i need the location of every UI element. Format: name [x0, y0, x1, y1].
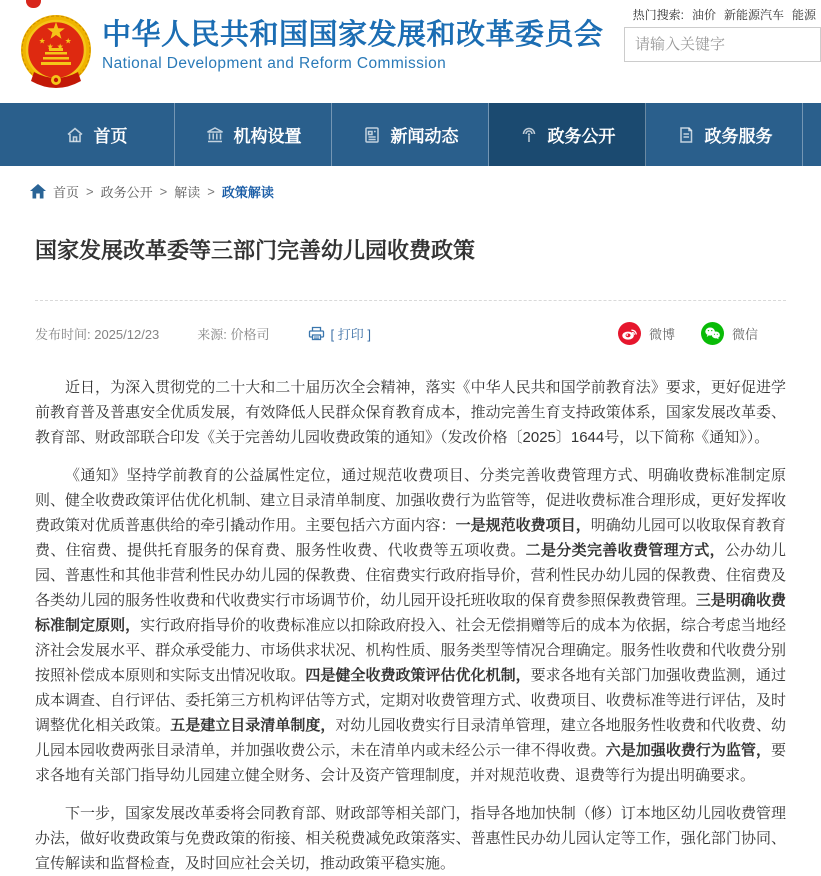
article-paragraph: 下一步，国家发展改革委将会同教育部、财政部等相关部门，指导各地加快制（修）订本地区幼儿园收费管理办法，做好收费政策与免费政策的衔接、相关税费减免政策落实、普惠性民办幼儿园认定等工作，强化部门协同、宣传解读和监督检查，及时回应社会关切，推动政策平稳实施。 — [35, 805, 786, 872]
nav-item-gov-disclosure[interactable] — [489, 103, 646, 166]
site-header — [0, 0, 821, 103]
home-icon — [65, 125, 85, 145]
breadcrumb-item-policy-interpretation: 政策解读 — [221, 185, 274, 200]
news-icon — [362, 125, 382, 145]
breadcrumb-separator: > — [86, 184, 94, 199]
print-label: [ 打印 ] — [330, 327, 371, 342]
print-button[interactable] — [308, 324, 371, 343]
nav-item-label: 政务服务 — [704, 127, 773, 146]
title-divider — [35, 300, 786, 301]
site-title-en: National Development and Reform Commission — [102, 55, 447, 72]
article — [0, 236, 821, 876]
article-meta — [35, 322, 786, 345]
hot-search-label: 热门搜索: — [632, 8, 684, 22]
main-navigation — [0, 103, 821, 166]
hot-search-link-nev[interactable]: 新能源汽车 — [723, 8, 784, 22]
publish-time: 发布时间: 2025/12/23 — [35, 327, 160, 342]
article-paragraph: 近日，为深入贯彻党的二十大和二十届历次全会精神，落实《中华人民共和国学前教育法》要求，更好促进学前教育普及普惠安全优质发展，有效降低人民群众保育教育成本，推动完善生育支持政策体系，国家发展改革委、教育部、财政部联合印发《关于完善幼儿园收费政策的通知》（发改价格〔2025〕1644号，以下简称《通知》）。 — [35, 379, 786, 446]
printer-icon — [308, 326, 325, 341]
share-wechat-button[interactable] — [701, 322, 758, 345]
nav-item-home[interactable] — [18, 103, 175, 166]
article-title: 国家发展改革委等三部门完善幼儿园收费政策 — [35, 238, 476, 263]
breadcrumb-item-interpretation[interactable]: 解读 — [174, 185, 201, 200]
banner-decoration-fragment — [26, 0, 41, 8]
nav-item-label: 首页 — [93, 127, 128, 146]
hot-search-link-energy[interactable]: 能源 — [791, 8, 816, 22]
nav-item-gov-services[interactable] — [646, 103, 803, 166]
weibo-icon — [618, 322, 641, 345]
search-input[interactable] — [625, 28, 820, 61]
breadcrumb-separator: > — [207, 184, 215, 199]
nav-item-institutions[interactable] — [175, 103, 332, 166]
hot-search-link-oil[interactable]: 油价 — [691, 8, 716, 22]
nav-item-label: 政务公开 — [547, 127, 616, 146]
breadcrumb-separator: > — [159, 184, 168, 199]
wechat-icon — [701, 322, 724, 345]
share-wechat-label: 微信 — [731, 327, 758, 342]
institution-icon — [205, 125, 225, 145]
share-weibo-label: 微博 — [648, 327, 675, 342]
nav-item-label: 新闻动态 — [390, 127, 459, 146]
nav-item-news[interactable] — [332, 103, 489, 166]
breadcrumb-home-icon — [30, 184, 46, 199]
share-weibo-button[interactable] — [618, 322, 675, 345]
document-icon — [676, 125, 696, 145]
nav-item-label: 机构设置 — [233, 127, 302, 146]
site-title-cn: 中华人民共和国国家发展和改革委员会 — [102, 19, 604, 51]
hot-search-bar — [633, 6, 816, 23]
national-emblem-logo — [18, 10, 94, 94]
breadcrumb-item-home[interactable]: 首页 — [53, 185, 80, 200]
broadcast-icon — [519, 125, 539, 145]
breadcrumb-item-disclosure[interactable]: 政务公开 — [100, 185, 153, 200]
search-box — [624, 27, 821, 62]
site-title — [102, 18, 604, 73]
article-source: 来源: 价格司 — [197, 327, 270, 342]
share-bar — [618, 322, 758, 345]
breadcrumb — [0, 166, 821, 210]
article-paragraph: 《通知》坚持学前教育的公益属性定位，通过规范收费项目、分类完善收费管理方式、明确收费标准制定原则、健全收费政策评估优化机制、建立目录清单制度、加强收费行为监管等，促进收费标准合理形成，更好发挥收费政策对优质普惠供给的牵引撬动作用。主要包括六方面内容：一是规范收费项目，明确幼儿园可以收取保育教育费、住宿费、提供托育服务的保育费、服务性收费、代收费等五项收费。二是分类完善收费管理方式，公办幼儿园、普惠性和其他非营利性民办幼儿园的保教费、住宿费实行政府指导价，营利性民办幼儿园的保教费、住宿费及各类幼儿园的服务性收费和代收费实行市场调节价，幼儿园开设托班收取的保育费参照保教费管理。三是明确收费标准制定原则，实行政府指导价的收费标准应以扣除政府投入、社会无偿捐赠等后的成本为依据，综合考虑当地经济社会发展水平、群众承受能力、市场供求状况、机构性质、服务类型等情况合理确定。服务性收费和代收费分别按照补偿成本原则和实际支出情况收取。四是健全收费政策评估优化机制，要求各地有关部门加强收费监测，通过成本调查、自行评估、委托第三方机构评估等方式，定期对收费管理方式、收费项目、收费标准等进行评估，及时调整优化相关政策。五是建立目录清单制度，对幼儿园收费实行目录清单管理，建立各地服务性收费和代收费、幼儿园本园收费两张目录清单，并加强收费公示，未在清单内或未经公示一律不得收费。六是加强收费行为监管，要求各地有关部门指导幼儿园建立健全财务、会计及资产管理制度，并对规范收费、退费等行为提出明确要求。 — [35, 467, 786, 784]
article-body — [35, 375, 786, 876]
